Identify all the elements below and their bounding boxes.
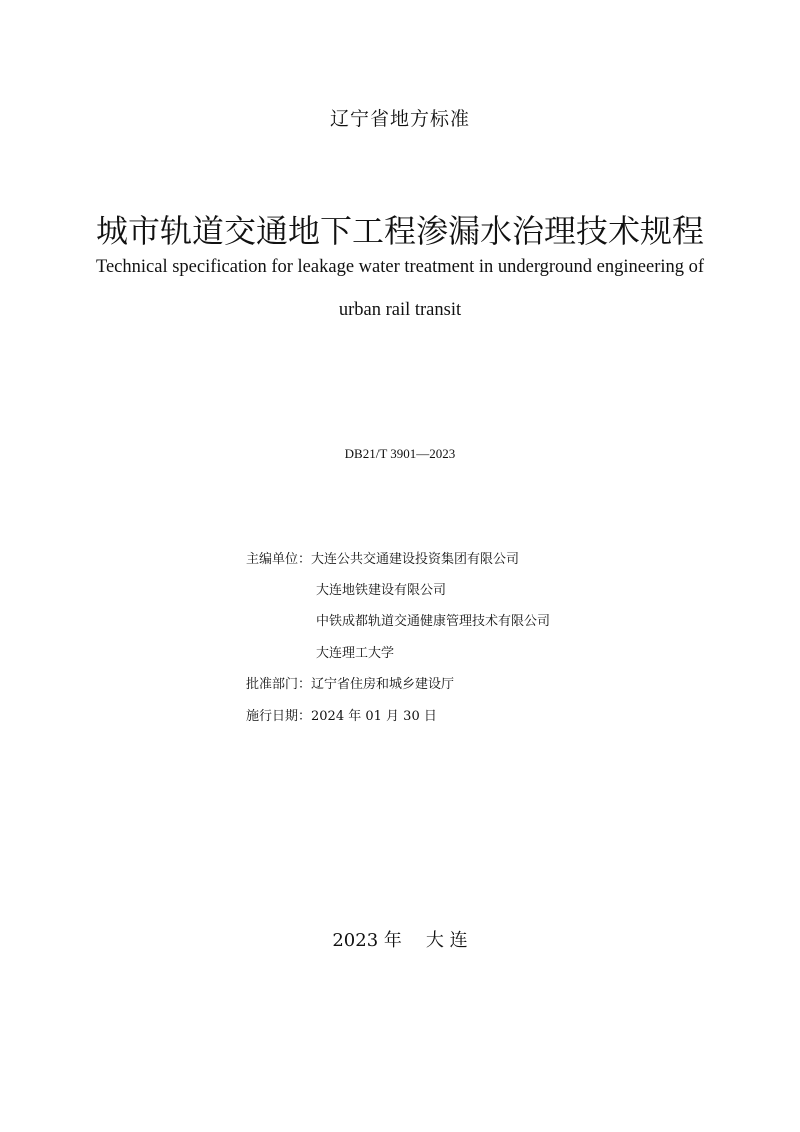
standard-number: DB21/T 3901—2023 [344, 446, 456, 461]
title-english-line-1: Technical specification for leakage water treatment in underground engineering of [95, 257, 705, 277]
title-chinese: 城市轨道交通地下工程渗漏水治理技术规程 [95, 212, 704, 250]
chief-editor-row-4 [316, 646, 394, 662]
effective-date-value: 2024 年 01 月 30 日 [311, 709, 437, 724]
footer-year: 2023 年 [332, 930, 402, 951]
effective-date-row [246, 709, 437, 725]
chief-editor-2: 大连地铁建设有限公司 [316, 583, 447, 598]
chief-editor-label: 主编单位： [246, 552, 312, 567]
chief-editor-4: 大连理工大学 [316, 646, 395, 661]
chief-editor-3: 中铁成都轨道交通健康管理技术有限公司 [316, 614, 551, 629]
chief-editor-row [246, 552, 519, 568]
approval-value: 辽宁省住房和城乡建设厅 [311, 677, 455, 692]
approval-row [246, 677, 454, 693]
footer-city: 大 连 [425, 930, 468, 951]
effective-date-label: 施行日期： [246, 709, 312, 724]
chief-editor-row-3 [316, 614, 550, 630]
chief-editor-1: 大连公共交通建设投资集团有限公司 [311, 552, 520, 567]
title-english-line-2: urban rail transit [338, 300, 462, 320]
standard-level: 辽宁省地方标准 [329, 108, 470, 130]
chief-editor-row-2 [316, 583, 446, 599]
approval-label: 批准部门： [246, 677, 312, 692]
footer [0, 926, 800, 952]
